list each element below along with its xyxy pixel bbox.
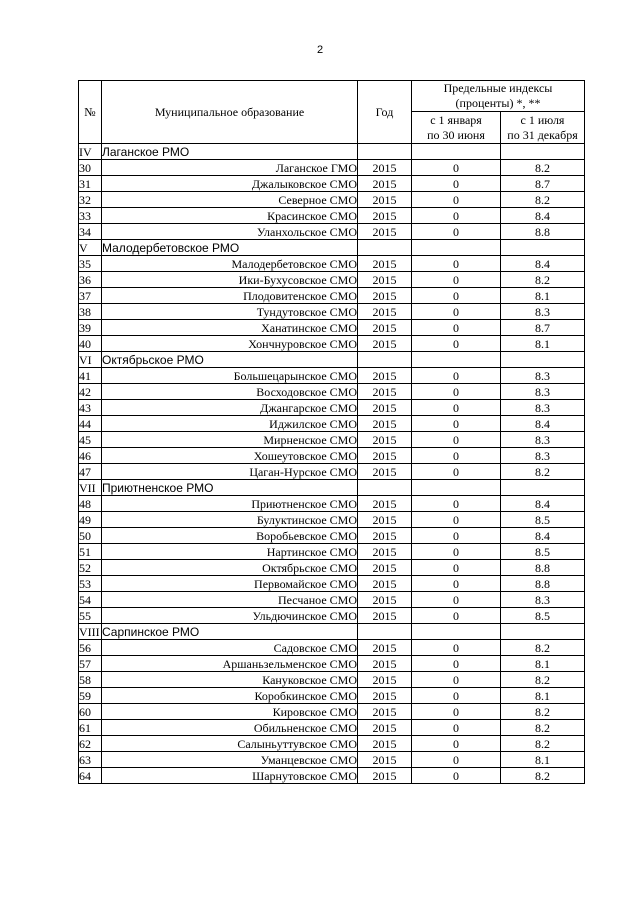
municipality-name: Лаганское ГМО	[102, 160, 358, 176]
header-limit-indices	[412, 81, 585, 112]
row-number: 59	[79, 688, 102, 704]
row-number: 54	[79, 592, 102, 608]
group-empty-cell	[412, 240, 501, 256]
year-cell: 2015	[358, 560, 412, 576]
municipality-name: Воробьевское СМО	[102, 528, 358, 544]
header-period-1	[412, 112, 501, 144]
municipality-name: Северное СМО	[102, 192, 358, 208]
row-number: 64	[79, 768, 102, 784]
row-number: 52	[79, 560, 102, 576]
municipality-name: Уманцевское СМО	[102, 752, 358, 768]
table-row	[79, 304, 585, 320]
row-number: 32	[79, 192, 102, 208]
index-jul-dec: 8.7	[501, 320, 585, 336]
table-row	[79, 208, 585, 224]
index-jul-dec: 8.2	[501, 704, 585, 720]
index-jul-dec: 8.2	[501, 672, 585, 688]
municipality-name: Тундутовское СМО	[102, 304, 358, 320]
index-jan-jun: 0	[412, 176, 501, 192]
municipality-name: Джангарское СМО	[102, 400, 358, 416]
table-row	[79, 272, 585, 288]
row-number: 42	[79, 384, 102, 400]
municipality-name: Большецарынское СМО	[102, 368, 358, 384]
index-jan-jun: 0	[412, 384, 501, 400]
municipality-name: Джалыковское СМО	[102, 176, 358, 192]
index-jan-jun: 0	[412, 464, 501, 480]
row-number: 50	[79, 528, 102, 544]
year-cell: 2015	[358, 608, 412, 624]
municipality-name: Булуктинское СМО	[102, 512, 358, 528]
index-jul-dec: 8.2	[501, 640, 585, 656]
row-number: 34	[79, 224, 102, 240]
year-cell: 2015	[358, 464, 412, 480]
index-jan-jun: 0	[412, 720, 501, 736]
table-row	[79, 672, 585, 688]
index-jan-jun: 0	[412, 400, 501, 416]
index-jul-dec: 8.2	[501, 160, 585, 176]
group-name: Малодербетовское РМО	[102, 240, 358, 256]
index-jan-jun: 0	[412, 160, 501, 176]
year-cell: 2015	[358, 288, 412, 304]
group-empty-cell	[412, 624, 501, 640]
group-empty-cell	[501, 624, 585, 640]
index-jan-jun: 0	[412, 496, 501, 512]
index-jan-jun: 0	[412, 688, 501, 704]
index-jan-jun: 0	[412, 448, 501, 464]
table-row	[79, 688, 585, 704]
table-row	[79, 384, 585, 400]
index-jul-dec: 8.2	[501, 736, 585, 752]
municipality-name: Коробкинское СМО	[102, 688, 358, 704]
row-number: 35	[79, 256, 102, 272]
year-cell: 2015	[358, 656, 412, 672]
index-jul-dec: 8.7	[501, 176, 585, 192]
index-jan-jun: 0	[412, 512, 501, 528]
municipality-name: Красинское СМО	[102, 208, 358, 224]
group-empty-cell	[358, 144, 412, 160]
group-roman-number: IV	[79, 144, 102, 160]
index-jul-dec: 8.1	[501, 336, 585, 352]
group-roman-number: VI	[79, 352, 102, 368]
index-jul-dec: 8.4	[501, 256, 585, 272]
index-jul-dec: 8.3	[501, 304, 585, 320]
municipality-name: Обильненское СМО	[102, 720, 358, 736]
year-cell: 2015	[358, 304, 412, 320]
index-jan-jun: 0	[412, 432, 501, 448]
row-number: 56	[79, 640, 102, 656]
year-cell: 2015	[358, 224, 412, 240]
index-jan-jun: 0	[412, 768, 501, 784]
municipality-name: Ханатинское СМО	[102, 320, 358, 336]
index-jul-dec: 8.1	[501, 288, 585, 304]
group-empty-cell	[412, 144, 501, 160]
index-jul-dec: 8.3	[501, 384, 585, 400]
group-roman-number: V	[79, 240, 102, 256]
year-cell: 2015	[358, 592, 412, 608]
municipality-name: Уланхольское СМО	[102, 224, 358, 240]
group-row	[79, 624, 585, 640]
index-jan-jun: 0	[412, 672, 501, 688]
index-jul-dec: 8.3	[501, 592, 585, 608]
index-jul-dec: 8.3	[501, 432, 585, 448]
index-jan-jun: 0	[412, 368, 501, 384]
group-empty-cell	[358, 352, 412, 368]
group-name: Сарпинское РМО	[102, 624, 358, 640]
municipality-name: Приютненское СМО	[102, 496, 358, 512]
group-empty-cell	[501, 144, 585, 160]
header-period-2-line1: с 1 июля	[520, 112, 565, 127]
group-name: Приютненское РМО	[102, 480, 358, 496]
row-number: 57	[79, 656, 102, 672]
municipality-name: Нартинское СМО	[102, 544, 358, 560]
table-row	[79, 544, 585, 560]
table-row	[79, 736, 585, 752]
index-jul-dec: 8.5	[501, 512, 585, 528]
year-cell: 2015	[358, 432, 412, 448]
row-number: 62	[79, 736, 102, 752]
index-jan-jun: 0	[412, 208, 501, 224]
year-cell: 2015	[358, 384, 412, 400]
group-name: Лаганское РМО	[102, 144, 358, 160]
index-jul-dec: 8.4	[501, 528, 585, 544]
row-number: 30	[79, 160, 102, 176]
table-row	[79, 496, 585, 512]
table-row	[79, 640, 585, 656]
row-number: 45	[79, 432, 102, 448]
group-empty-cell	[412, 480, 501, 496]
row-number: 58	[79, 672, 102, 688]
row-number: 37	[79, 288, 102, 304]
group-row	[79, 352, 585, 368]
index-jul-dec: 8.3	[501, 400, 585, 416]
table-row	[79, 720, 585, 736]
index-jan-jun: 0	[412, 320, 501, 336]
header-period-1-line2: по 30 июня	[427, 127, 485, 142]
table-row	[79, 464, 585, 480]
index-jul-dec: 8.1	[501, 752, 585, 768]
year-cell: 2015	[358, 720, 412, 736]
table-row	[79, 576, 585, 592]
municipality-name: Первомайское СМО	[102, 576, 358, 592]
year-cell: 2015	[358, 192, 412, 208]
row-number: 61	[79, 720, 102, 736]
index-jan-jun: 0	[412, 640, 501, 656]
index-jul-dec: 8.2	[501, 768, 585, 784]
index-jul-dec: 8.8	[501, 576, 585, 592]
row-number: 31	[79, 176, 102, 192]
year-cell: 2015	[358, 688, 412, 704]
table-row	[79, 448, 585, 464]
header-year: Год	[358, 81, 412, 144]
table-row	[79, 368, 585, 384]
index-jul-dec: 8.8	[501, 560, 585, 576]
municipality-name: Ики-Бухусовское СМО	[102, 272, 358, 288]
table-row	[79, 176, 585, 192]
row-number: 40	[79, 336, 102, 352]
row-number: 55	[79, 608, 102, 624]
index-jan-jun: 0	[412, 272, 501, 288]
group-row	[79, 480, 585, 496]
group-empty-cell	[358, 480, 412, 496]
index-jul-dec: 8.5	[501, 544, 585, 560]
index-jan-jun: 0	[412, 288, 501, 304]
municipality-name: Хошеутовское СМО	[102, 448, 358, 464]
row-number: 36	[79, 272, 102, 288]
header-limit-indices-text: Предельные индексы (проценты) *, **	[443, 81, 553, 110]
table-row	[79, 336, 585, 352]
page-number: 2	[316, 44, 324, 56]
municipality-name: Иджилское СМО	[102, 416, 358, 432]
index-jul-dec: 8.3	[501, 368, 585, 384]
year-cell: 2015	[358, 752, 412, 768]
year-cell: 2015	[358, 400, 412, 416]
index-jan-jun: 0	[412, 528, 501, 544]
table-row	[79, 704, 585, 720]
year-cell: 2015	[358, 208, 412, 224]
year-cell: 2015	[358, 176, 412, 192]
index-jan-jun: 0	[412, 608, 501, 624]
municipality-name: Аршаньзельменское СМО	[102, 656, 358, 672]
year-cell: 2015	[358, 528, 412, 544]
municipality-name: Плодовитенское СМО	[102, 288, 358, 304]
header-period-2	[501, 112, 585, 144]
index-jul-dec: 8.4	[501, 416, 585, 432]
row-number: 60	[79, 704, 102, 720]
year-cell: 2015	[358, 704, 412, 720]
group-empty-cell	[501, 352, 585, 368]
row-number: 38	[79, 304, 102, 320]
year-cell: 2015	[358, 544, 412, 560]
municipality-name: Малодербетовское СМО	[102, 256, 358, 272]
table-row	[79, 320, 585, 336]
table-row	[79, 192, 585, 208]
header-municipality: Муниципальное образование	[102, 81, 358, 144]
index-jul-dec: 8.2	[501, 272, 585, 288]
table-row	[79, 288, 585, 304]
table-row	[79, 592, 585, 608]
index-jan-jun: 0	[412, 304, 501, 320]
index-jan-jun: 0	[412, 224, 501, 240]
index-jan-jun: 0	[412, 560, 501, 576]
group-empty-cell	[501, 240, 585, 256]
index-jan-jun: 0	[412, 736, 501, 752]
row-number: 49	[79, 512, 102, 528]
municipality-name: Мирненское СМО	[102, 432, 358, 448]
table-row	[79, 608, 585, 624]
municipality-name: Цаган-Нурское СМО	[102, 464, 358, 480]
municipality-name: Салыньуттувское СМО	[102, 736, 358, 752]
group-name: Октябрьское РМО	[102, 352, 358, 368]
index-jul-dec: 8.4	[501, 496, 585, 512]
municipality-name: Октябрьское СМО	[102, 560, 358, 576]
row-number: 48	[79, 496, 102, 512]
table-row	[79, 528, 585, 544]
table-row	[79, 400, 585, 416]
row-number: 39	[79, 320, 102, 336]
index-jul-dec: 8.2	[501, 192, 585, 208]
index-jul-dec: 8.3	[501, 448, 585, 464]
municipality-name: Ульдючинское СМО	[102, 608, 358, 624]
municipality-name: Кировское СМО	[102, 704, 358, 720]
table-row	[79, 512, 585, 528]
year-cell: 2015	[358, 416, 412, 432]
index-jul-dec: 8.8	[501, 224, 585, 240]
row-number: 47	[79, 464, 102, 480]
table-row	[79, 432, 585, 448]
municipality-name: Восходовское СМО	[102, 384, 358, 400]
municipality-name: Садовское СМО	[102, 640, 358, 656]
table-row	[79, 768, 585, 784]
year-cell: 2015	[358, 640, 412, 656]
municipality-name: Кануковское СМО	[102, 672, 358, 688]
index-jan-jun: 0	[412, 704, 501, 720]
year-cell: 2015	[358, 160, 412, 176]
year-cell: 2015	[358, 272, 412, 288]
index-jan-jun: 0	[412, 752, 501, 768]
header-period-1-line1: с 1 января	[430, 112, 482, 127]
year-cell: 2015	[358, 576, 412, 592]
year-cell: 2015	[358, 768, 412, 784]
group-empty-cell	[501, 480, 585, 496]
tariff-index-table	[78, 80, 585, 784]
group-empty-cell	[412, 352, 501, 368]
year-cell: 2015	[358, 256, 412, 272]
municipality-name: Песчаное СМО	[102, 592, 358, 608]
row-number: 63	[79, 752, 102, 768]
group-row	[79, 144, 585, 160]
index-jul-dec: 8.1	[501, 688, 585, 704]
municipality-name: Хончнуровское СМО	[102, 336, 358, 352]
table-row	[79, 224, 585, 240]
index-jan-jun: 0	[412, 544, 501, 560]
row-number: 44	[79, 416, 102, 432]
year-cell: 2015	[358, 736, 412, 752]
row-number: 33	[79, 208, 102, 224]
index-jul-dec: 8.4	[501, 208, 585, 224]
index-jan-jun: 0	[412, 592, 501, 608]
table-row	[79, 752, 585, 768]
index-jul-dec: 8.5	[501, 608, 585, 624]
row-number: 46	[79, 448, 102, 464]
year-cell: 2015	[358, 336, 412, 352]
index-jan-jun: 0	[412, 256, 501, 272]
index-jan-jun: 0	[412, 656, 501, 672]
municipality-name: Шарнутовское СМО	[102, 768, 358, 784]
table-row	[79, 656, 585, 672]
row-number: 51	[79, 544, 102, 560]
index-jul-dec: 8.2	[501, 720, 585, 736]
row-number: 41	[79, 368, 102, 384]
group-row	[79, 240, 585, 256]
table-row	[79, 160, 585, 176]
index-jan-jun: 0	[412, 192, 501, 208]
table-body	[79, 144, 585, 784]
group-roman-number: VII	[79, 480, 102, 496]
index-jan-jun: 0	[412, 576, 501, 592]
year-cell: 2015	[358, 320, 412, 336]
year-cell: 2015	[358, 672, 412, 688]
year-cell: 2015	[358, 512, 412, 528]
group-empty-cell	[358, 240, 412, 256]
table-row	[79, 256, 585, 272]
row-number: 53	[79, 576, 102, 592]
year-cell: 2015	[358, 496, 412, 512]
group-empty-cell	[358, 624, 412, 640]
year-cell: 2015	[358, 448, 412, 464]
index-jul-dec: 8.1	[501, 656, 585, 672]
header-period-2-line2: по 31 декабря	[507, 127, 578, 142]
year-cell: 2015	[358, 368, 412, 384]
table-row	[79, 560, 585, 576]
index-jul-dec: 8.2	[501, 464, 585, 480]
header-num: №	[79, 81, 102, 144]
table-row	[79, 416, 585, 432]
index-jan-jun: 0	[412, 416, 501, 432]
group-roman-number: VIII	[79, 624, 100, 639]
row-number: 43	[79, 400, 102, 416]
index-jan-jun: 0	[412, 336, 501, 352]
